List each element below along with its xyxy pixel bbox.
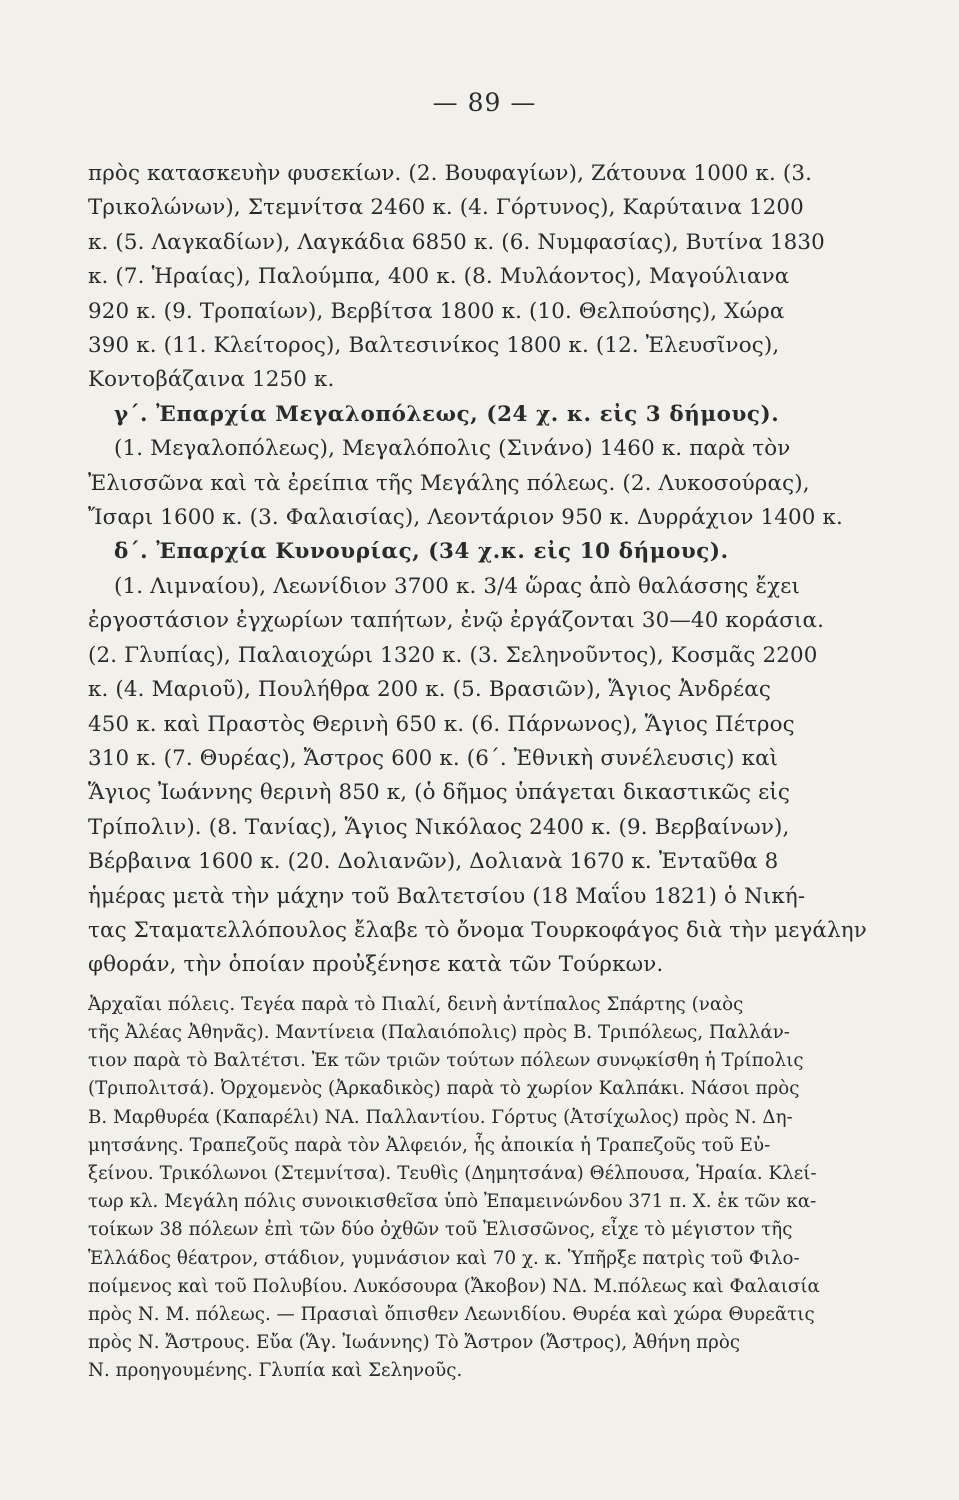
text-line: Τρίπολιν). (8. Τανίας), Ἅγιος Νικόλαος 2400 κ. (9. Βερβαίνων), (88, 814, 790, 840)
text-line: Κοντοβάζαινα 1250 κ. (88, 367, 335, 393)
text-line: Τρικολώνων), Στεμνίτσα 2460 κ. (4. Γόρτυνος), Καρύταινα 1200 (88, 195, 804, 221)
text-line: 310 κ. (7. Θυρέας), Ἄστρος 600 κ. (6΄. Ἐθνικὴ συνέλευσις) καὶ (88, 745, 779, 771)
text-line: ξείνου. Τρικόλωνοι (Στεμνίτσα). Τευθὶς (Δημητσάνα) Θέλπουσα, Ἡραία. Κλεί- (88, 1162, 817, 1184)
text-line: 450 κ. καὶ Πραστὸς Θερινὴ 650 κ. (6. Πάρνωνος), Ἅγιος Πέτρος (88, 711, 795, 737)
text-line: (1. Λιμναίου), Λεωνίδιον 3700 κ. 3/4 ὥρας ἀπὸ θαλάσσης ἔχει (114, 573, 800, 599)
text-line: τῆς Ἀλέας Ἀθηνᾶς). Μαντίνεια (Παλαιόπολις) πρὸς Β. Τριπόλεως, Παλλάν- (88, 1021, 791, 1043)
page-number: — 89 — (432, 88, 537, 117)
text-line: 390 κ. (11. Κλείτορος), Βαλτεσινίκος 1800 κ. (12. Ἐλευσῖνος), (88, 333, 780, 359)
text-line: ἐργοστάσιον ἐγχωρίων ταπήτων, ἐνῷ ἐργάζονται 30—40 κοράσια. (88, 608, 825, 634)
text-line: μητσάνης. Τραπεζοῦς παρὰ τὸν Ἀλφειόν, ἧς ἀποικία ἡ Τραπεζοῦς τοῦ Εὐ- (88, 1134, 771, 1156)
paragraph-ancient-cities (88, 991, 881, 1386)
text-line: κ. (7. Ἡραίας), Παλούμπα, 400 κ. (8. Μυλάοντος), Μαγούλιανα (88, 264, 790, 290)
text-line: Ἀρχαῖαι πόλεις. Τεγέα παρὰ τὸ Πιαλί, δεινὴ ἀντίπαλος Σπάρτης (ναὸς (88, 993, 744, 1015)
text-line: πρὸς Ν. Ἄστρους. Εὔα (Ἅγ. Ἰωάννης) Τὸ Ἄστρον (Ἄστρος), Ἀθήνη πρὸς (88, 1332, 741, 1354)
paragraph-intro (88, 157, 881, 398)
text-line: ἡμέρας μετὰ τὴν μάχην τοῦ Βαλτετσίου (18 Μαΐου 1821) ὁ Νική- (88, 883, 806, 909)
text-line: Ἑλλάδος θέατρον, στάδιον, γυμνάσιον καὶ 70 χ. κ. Ὑπῆρξε πατρὶς τοῦ Φιλο- (88, 1247, 800, 1269)
paragraph-kynouria (88, 535, 881, 982)
text-line: Βέρβαινα 1600 κ. (20. Δολιανῶν), Δολιανὰ 1670 κ. Ἐνταῦθα 8 (88, 849, 779, 875)
text-line: Ἐλισσῶνα καὶ τὰ ἐρείπια τῆς Μεγάλης πόλεως. (2. Λυκοσούρας), (88, 470, 810, 496)
text-line: Ν. προηγουμένης. Γλυπία καὶ Σεληνοῦς. (88, 1360, 463, 1382)
text-line: (Τριπολιτσά). Ὀρχομενὸς (Ἀρκαδικὸς) παρὰ τὸ χωρίον Καλπάκι. Νάσοι πρὸς (88, 1078, 800, 1100)
text-line: κ. (4. Μαριοῦ), Πουλήθρα 200 κ. (5. Βρασιῶν), Ἅγιος Ἀνδρέας (88, 677, 771, 703)
text-line: τοίκων 38 πόλεων ἐπὶ τῶν δύο ὀχθῶν τοῦ Ἐλισσῶνος, εἶχε τὸ μέγιστον τῆς (88, 1219, 793, 1241)
text-line: Ἅγιος Ἰωάννης θερινὴ 850 κ, (ὁ δῆμος ὑπάγεται δικαστικῶς εἰς (88, 780, 790, 806)
text-line: 920 κ. (9. Τροπαίων), Βερβίτσα 1800 κ. (10. Θελπούσης), Χώρα (88, 298, 785, 324)
text-line: φθοράν, τὴν ὁποίαν προὐξένησε κατὰ τῶν Τούρκων. (88, 952, 664, 978)
text-line: Ἴσαρι 1600 κ. (3. Φαλαισίας), Λεοντάριον 950 κ. Δυρράχιον 1400 κ. (88, 505, 843, 531)
text-line: τωρ κλ. Μεγάλη πόλις συνοικισθεῖσα ὑπὸ Ἐπαμεινώνδου 371 π. Χ. ἐκ τῶν κα- (88, 1191, 817, 1213)
text-line: (1. Μεγαλοπόλεως), Μεγαλόπολις (Σινάνο) 1460 κ. παρὰ τὸν (114, 436, 791, 462)
text-line: Β. Μαρθυρέα (Καπαρέλι) ΝΑ. Παλλαντίου. Γόρτυς (Ἀτσίχωλος) πρὸς Ν. Δη- (88, 1106, 793, 1128)
text-line: ποίμενος καὶ τοῦ Πολυβίου. Λυκόσουρα (Ἄκοβον) ΝΔ. Μ.πόλεως καὶ Φαλαισία (88, 1275, 820, 1297)
text-line: τιον παρὰ τὸ Βαλτέτσι. Ἐκ τῶν τριῶν τούτων πόλεων συνῳκίσθη ἡ Τρίπολις (88, 1050, 804, 1072)
section-heading-kynouria: δ΄. Ἐπαρχία Κυνουρίας, (34 χ.κ. εἰς 10 δήμους). (114, 539, 729, 565)
text-line: κ. (5. Λαγκαδίων), Λαγκάδια 6850 κ. (6. Νυμφασίας), Βυτίνα 1830 (88, 229, 825, 255)
text-line: τας Σταματελλόπουλος ἔλαβε τὸ ὄνομα Τουρκοφάγος διὰ τὴν μεγάλην (88, 917, 867, 943)
text-line: πρὸς κατασκευὴν φυσεκίων. (2. Βουφαγίων), Ζάτουνα 1000 κ. (3. (88, 161, 813, 186)
paragraph-megalopolis (88, 398, 881, 536)
text-line: (2. Γλυπίας), Παλαιοχώρι 1320 κ. (3. Σεληνοῦντος), Κοσμᾶς 2200 (88, 642, 818, 668)
text-line: πρὸς Ν. Μ. πόλεως. — Πρασιαὶ ὄπισθεν Λεωνιδίου. Θυρέα καὶ χώρα Θυρεᾶτις (88, 1303, 815, 1325)
section-heading-megalopolis: γ΄. Ἐπαρχία Μεγαλοπόλεως, (24 χ. κ. εἰς 3 δήμους). (114, 401, 780, 427)
